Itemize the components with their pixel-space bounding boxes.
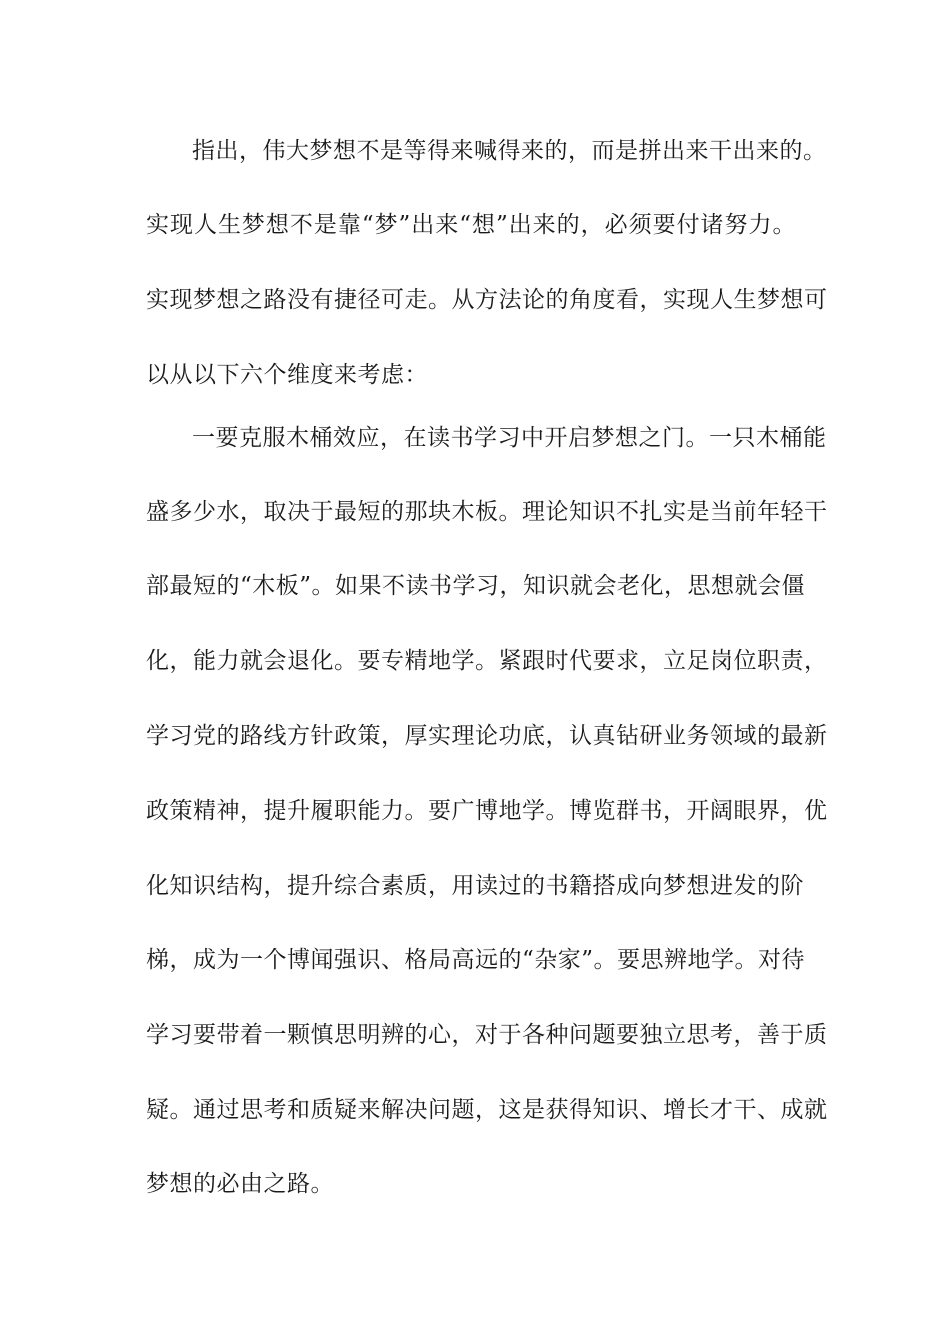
text-line: 化，能力就会退化。要专精地学。紧跟时代要求，立足岗位职责，: [146, 648, 828, 674]
text-line: 梯，成为一个博闻强识、格局高远的“杂家”。要思辨地学。对待: [146, 947, 806, 973]
text-line: 化知识结构，提升综合素质，用读过的书籍搭成向梦想进发的阶: [146, 873, 804, 899]
text-line: 政策精神，提升履职能力。要广博地学。博览群书，开阔眼界，优: [146, 798, 828, 824]
text-line: 实现人生梦想不是靠“梦”出来“想”出来的，必须要付诸努力。: [146, 212, 796, 238]
text-line: 实现梦想之路没有捷径可走。从方法论的角度看，实现人生梦想可: [146, 287, 828, 313]
text-line: 部最短的“木板”。如果不读书学习，知识就会老化，思想就会僵: [146, 573, 806, 599]
text-line: 学习党的路线方针政策，厚实理论功底，认真钻研业务领域的最新: [146, 723, 828, 749]
text-line: 疑。通过思考和质疑来解决问题，这是获得知识、增长才干、成就: [146, 1097, 828, 1123]
text-line: 学习要带着一颗慎思明辨的心，对于各种问题要独立思考，善于质: [146, 1022, 828, 1048]
text-line: 盛多少水，取决于最短的那块木板。理论知识不扎实是当前年轻干: [146, 499, 828, 525]
text-line: 以从以下六个维度来考虑：: [146, 362, 428, 388]
text-line: 一要克服木桶效应，在读书学习中开启梦想之门。一只木桶能: [192, 425, 827, 451]
text-line: 梦想的必由之路。: [146, 1171, 334, 1197]
text-line: 指出，伟大梦想不是等得来喊得来的，而是拼出来干出来的。: [192, 138, 827, 164]
